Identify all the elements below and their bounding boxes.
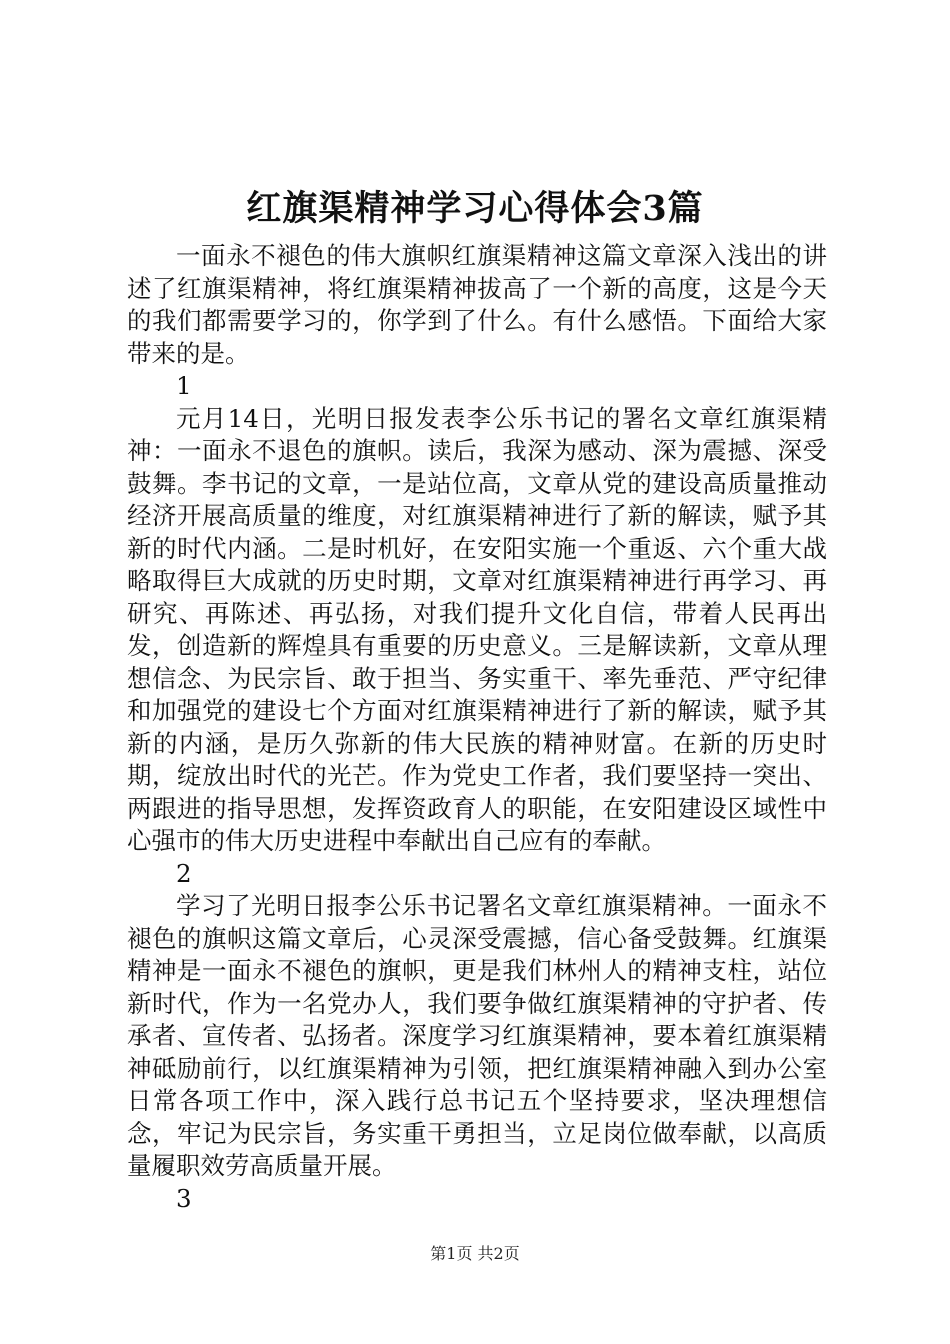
intro-paragraph: 一面永不褪色的伟大旗帜红旗渠精神这篇文章深入浅出的讲述了红旗渠精神，将红旗渠精神拔高了一个新的高度，这是今天的我们都需要学习的，你学到了什么。有什么感悟。下面给大家带来的是。 [127,241,827,368]
section-paragraph: 元月14日，光明日报发表李公乐书记的署名文章红旗渠精神：一面永不退色的旗帜。读后，我深为感动、深为震撼、深受鼓舞。李书记的文章，一是站位高，文章从党的建设高质量推动经济开展高质量的维度，对红旗渠精神进行了新的解读，赋予其新的时代内涵。二是时机好，在安阳实施一个重返、六个重大战略取得巨大成就的历史时期，文章对红旗渠精神进行再学习、再研究、再陈述、再弘扬，对我们提升文化自信，带着人民再出发，创造新的辉煌具有重要的历史意义。三是解读新，文章从理想信念、为民宗旨、敢于担当、务实重干、率先垂范、严守纪律和加强党的建设七个方面对红旗渠精神进行了新的解读，赋予其新的内涵，是历久弥新的伟大民族的精神财富。在新的历史时期，绽放出时代的光芒。作为党史工作者，我们要坚持一突出、两跟进的指导思想，发挥资政育人的职能，在安阳建设区域性中心强市的伟大历史进程中奉献出自己应有的奉献。 [127,403,827,855]
page-number: 第1页 [430,1244,473,1263]
section-number: 3 [176,1183,192,1213]
section-number: 2 [176,858,192,888]
document-body [127,240,827,1215]
page-total: 共2页 [477,1244,520,1263]
page-footer [0,1244,950,1264]
document-title: 红旗渠精神学习心得体会3篇 [246,188,704,229]
section-paragraph: 学习了光明日报李公乐书记署名文章红旗渠精神。一面永不褪色的旗帜这篇文章后，心灵深受震撼，信心备受鼓舞。红旗渠精神是一面永不褪色的旗帜，更是我们林州人的精神支柱，站位新时代，作为一名党办人，我们要争做红旗渠精神的守护者、传承者、宣传者、弘扬者。深度学习红旗渠精神，要本着红旗渠精神砥励前行，以红旗渠精神为引领，把红旗渠精神融入到办公室日常各项工作中，深入践行总书记五个坚持要求，坚决理想信念，牢记为民宗旨，务实重干勇担当，立足岗位做奉献，以高质量履职效劳高质量开展。 [127,891,827,1180]
section-number: 1 [176,371,192,400]
